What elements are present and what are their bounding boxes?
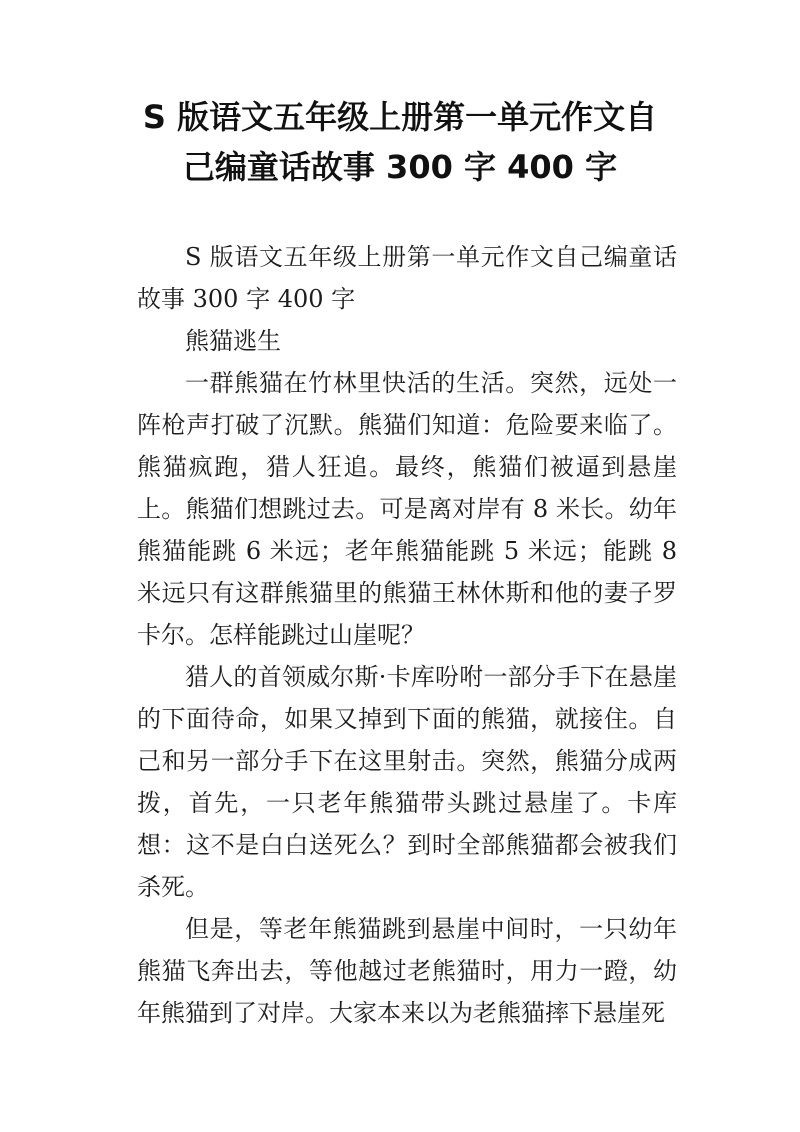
document-body: [137, 236, 677, 1034]
paragraph-3: 但是，等老年熊猫跳到悬崖中间时，一只幼年熊猫飞奔出去，等他越过老熊猫时，用力一蹬，幼年熊猫到了对岸。大家本来以为老熊猫摔下悬崖死: [137, 915, 677, 1027]
title-line-1: S 版语文五年级上册第一单元作文自: [142, 98, 658, 136]
document-title: [120, 92, 680, 192]
title-line-2: 己编童话故事 300 字 400 字: [182, 148, 618, 186]
paragraph-heading-repeat: S 版语文五年级上册第一单元作文自己编童话故事 300 字 400 字: [137, 243, 677, 313]
paragraph-story-title: 熊猫逃生: [185, 327, 281, 355]
paragraph-2: 猎人的首领威尔斯·卡库吩咐一部分手下在悬崖的下面待命，如果又掉到下面的熊猫，就接住。自己和另一部分手下在这里射击。突然，熊猫分成两拨，首先，一只老年熊猫带头跳过悬崖了。卡库想：这不是白白送死么？到时全部熊猫都会被我们杀死。: [137, 663, 677, 901]
paragraph-1: 一群熊猫在竹林里快活的生活。突然，远处一阵枪声打破了沉默。熊猫们知道：危险要来临了。熊猫疯跑，猎人狂追。最终，熊猫们被逼到悬崖上。熊猫们想跳过去。可是离对岸有 8 米长。幼年熊猫能跳 6 米远；老年熊猫能跳 5 米远；能跳 8 米远只有这群熊猫里的熊猫王林休斯和他的妻子罗卡尔。怎样能跳过山崖呢？: [137, 369, 677, 649]
